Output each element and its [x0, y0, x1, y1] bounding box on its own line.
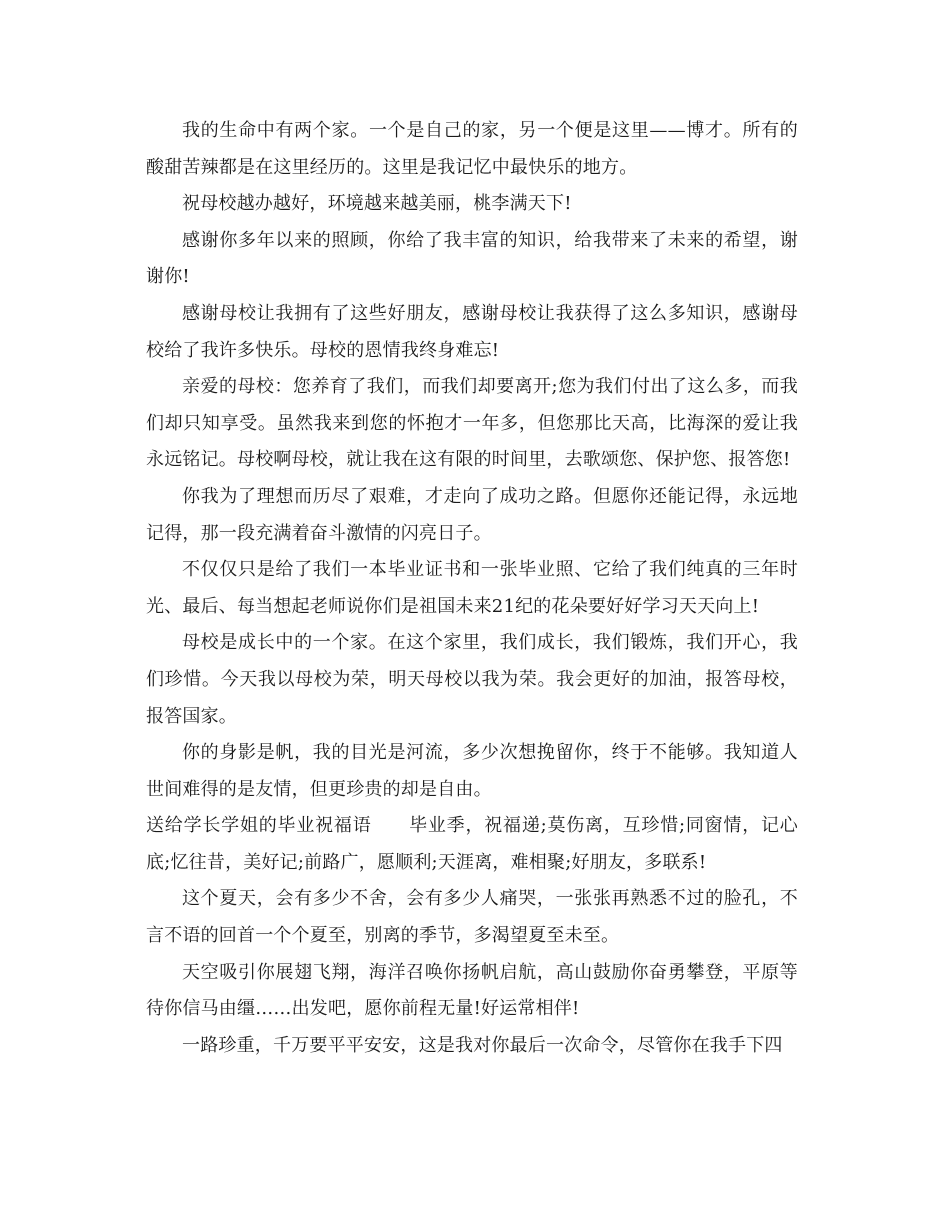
paragraph-12: 一路珍重，千万要平平安安，这是我对你最后一次命令，尽管你在我手下四	[182, 1034, 783, 1056]
paragraph-8: 母校是成长中的一个家。在这个家里，我们成长，我们锻炼，我们开心，我们珍惜。今天我以母校为荣，明天母校以我为荣。我会更好的加油，报答母校，报答国家。	[146, 632, 798, 727]
section-spacer	[371, 815, 409, 836]
section-paragraph	[146, 808, 798, 881]
paragraph-10: 这个夏天，会有多少不舍，会有多少人痛哭，一张张再熟悉不过的脸孔，不言不语的回首一个个夏至，别离的季节，多渴望夏至未至。	[146, 888, 798, 947]
section-heading: 送给学长学姐的毕业祝福语	[146, 815, 372, 837]
document-page	[146, 113, 798, 1064]
paragraph-4: 感谢母校让我拥有了这些好朋友，感谢母校让我获得了这么多知识，感谢母校给了我许多快乐。母校的恩情我终身难忘!	[146, 302, 798, 361]
paragraph-1: 我的生命中有两个家。一个是自己的家，另一个便是这里——博才。所有的酸甜苦辣都是在这里经历的。这里是我记忆中最快乐的地方。	[146, 120, 798, 178]
paragraph-5: 亲爱的母校：您养育了我们，而我们却要离开;您为我们付出了这么多，而我们却只知享受。虽然我来到您的怀抱才一年多，但您那比天高，比海深的爱让我永远铭记。母校啊母校，就让我在这有限的时间里，去歌颂您、保护您、报答您!	[146, 376, 798, 471]
paragraph-2: 祝母校越办越好，环境越来越美丽，桃李满天下!	[182, 193, 572, 215]
section-text: 毕业季，祝福递;莫伤离，互珍惜;同窗情，记心底;忆往昔，美好记;前路广，愿顺利;天涯离，难相聚;好朋友，多联系!	[146, 815, 798, 873]
paragraph-6: 你我为了理想而历尽了艰难，才走向了成功之路。但愿你还能记得，永远地记得，那一段充满着奋斗激情的闪亮日子。	[146, 485, 798, 544]
paragraph-7: 不仅仅只是给了我们一本毕业证书和一张毕业照、它给了我们纯真的三年时光、最后、每当想起老师说你们是祖国未来21纪的花朵要好好学习天天向上!	[146, 559, 798, 617]
paragraph-11: 天空吸引你展翅飞翔，海洋召唤你扬帆启航，高山鼓励你奋勇攀登，平原等待你信马由缰……出发吧，愿你前程无量!好运常相伴!	[146, 961, 798, 1020]
paragraph-9: 你的身影是帆，我的目光是河流，多少次想挽留你，终于不能够。我知道人世间难得的是友情，但更珍贵的却是自由。	[146, 742, 798, 800]
paragraph-3: 感谢你多年以来的照顾，你给了我丰富的知识，给我带来了未来的希望，谢谢你!	[146, 229, 798, 288]
